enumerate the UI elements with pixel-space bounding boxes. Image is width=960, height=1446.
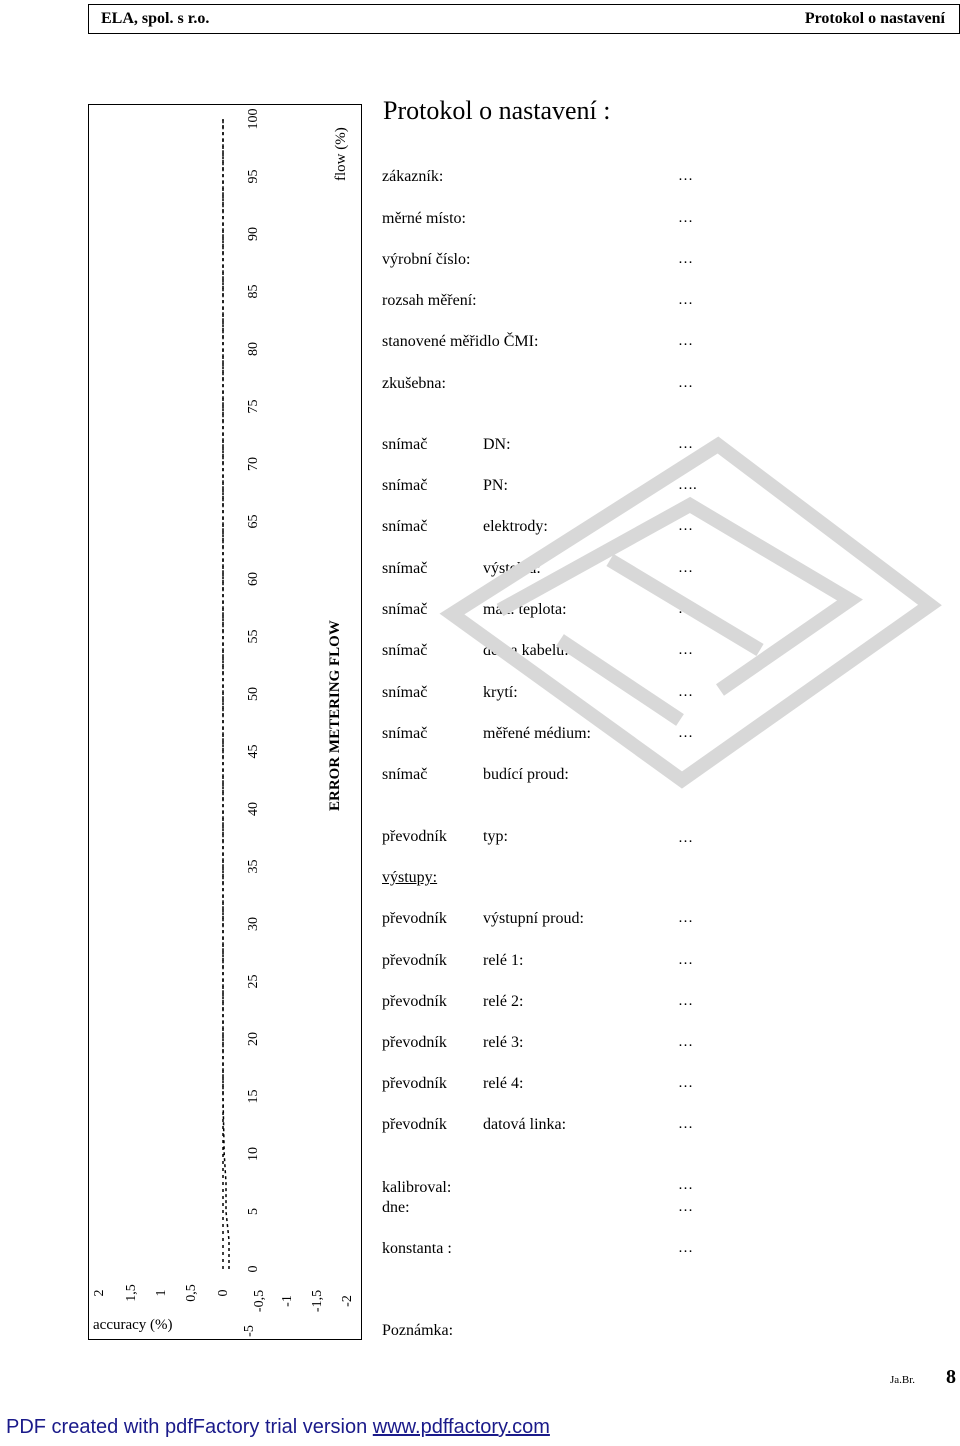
constant-label: konstanta : bbox=[382, 1240, 452, 1257]
field-label: rozsah měření: bbox=[382, 292, 477, 309]
flow-tick-label: 75 bbox=[246, 399, 261, 414]
fill-dots: … bbox=[678, 251, 693, 267]
converter-field-label: výstupní proud: bbox=[483, 910, 584, 927]
fill-dots: … bbox=[678, 993, 693, 1009]
sensor-field-label: měřené médium: bbox=[483, 725, 591, 742]
fill-dots: … bbox=[678, 210, 693, 226]
field-label: stanovené měřidlo ČMI: bbox=[382, 333, 539, 350]
sensor-label: snímač bbox=[382, 642, 428, 659]
flow-tick-label: 40 bbox=[246, 802, 261, 816]
converter-label: převodník bbox=[382, 1075, 447, 1092]
calibrated-label: kalibroval: bbox=[382, 1179, 452, 1196]
flow-tick-label: 10 bbox=[246, 1147, 261, 1161]
accuracy-tick-label: 2 bbox=[92, 1289, 107, 1297]
accuracy-tick-label: 1 bbox=[154, 1289, 169, 1297]
flow-tick-label: 60 bbox=[246, 572, 261, 586]
sensor-field-label: DN: bbox=[483, 436, 511, 453]
fill-dots: … bbox=[678, 766, 693, 782]
fill-dots: … bbox=[678, 684, 693, 700]
converter-label: převodník bbox=[382, 910, 447, 927]
flow-tick-label: 0 bbox=[246, 1265, 261, 1273]
sensor-label: snímač bbox=[382, 560, 428, 577]
date-label: dne: bbox=[382, 1199, 410, 1216]
flow-tick-label: 5 bbox=[246, 1208, 261, 1215]
sensor-field-label: elektrody: bbox=[483, 518, 548, 535]
flow-tick-label: 85 bbox=[246, 284, 261, 299]
fill-dots: … bbox=[678, 601, 693, 617]
converter-field-label: datová linka: bbox=[483, 1116, 567, 1133]
page-header bbox=[88, 4, 960, 34]
fill-dots: … bbox=[678, 518, 693, 534]
converter-field-label: relé 4: bbox=[483, 1075, 524, 1092]
fill-dots: … bbox=[678, 375, 693, 391]
outputs-label: výstupy: bbox=[382, 869, 438, 886]
flow-tick-label: 95 bbox=[246, 169, 261, 184]
fill-dots: … bbox=[678, 642, 693, 658]
error-chart bbox=[88, 104, 362, 1340]
converter-label: převodník bbox=[382, 952, 447, 969]
sensor-label: snímač bbox=[382, 725, 428, 742]
converter-field-label: relé 1: bbox=[483, 952, 524, 969]
flow-tick-label: 45 bbox=[246, 744, 261, 759]
converter-label: převodník bbox=[382, 1034, 447, 1051]
fill-dots: … bbox=[678, 1240, 693, 1256]
flow-tick-label: 90 bbox=[246, 227, 261, 241]
flow-tick-label: 55 bbox=[246, 629, 261, 644]
pdf-notice-text: PDF created with pdfFactory trial version bbox=[6, 1416, 373, 1438]
accuracy-tick-label: -1 bbox=[280, 1295, 295, 1307]
company-name: ELA, spol. s r.o. bbox=[101, 10, 210, 27]
converter-type-label: typ: bbox=[483, 828, 508, 845]
flow-axis-label: flow (%) bbox=[333, 127, 349, 181]
field-label: měrné místo: bbox=[382, 210, 466, 227]
sensor-field-label: budící proud: bbox=[483, 766, 569, 783]
sensor-field-label: výstelka: bbox=[483, 560, 541, 577]
fill-dots: … bbox=[678, 1199, 693, 1215]
flow-tick-label: 30 bbox=[246, 917, 261, 931]
accuracy-tick-label: 1,5 bbox=[124, 1284, 139, 1302]
field-label: zkušebna: bbox=[382, 375, 446, 392]
accuracy-tick-label: 0,5 bbox=[184, 1284, 199, 1302]
accuracy-series-line bbox=[223, 119, 229, 1269]
fill-dots: … bbox=[678, 1034, 693, 1050]
sensor-label: snímač bbox=[382, 766, 428, 783]
converter-label: převodník bbox=[382, 993, 447, 1010]
field-label: výrobní číslo: bbox=[382, 251, 471, 268]
header-doc-title: Protokol o nastavení bbox=[804, 10, 945, 27]
error-chart-svg bbox=[89, 105, 363, 1341]
page-number: 8 bbox=[946, 1366, 956, 1388]
accuracy-tick-label: -5 bbox=[242, 1325, 257, 1337]
accuracy-axis-label: accuracy (%) bbox=[93, 1317, 173, 1333]
converter-label: převodník bbox=[382, 828, 447, 845]
sensor-label: snímač bbox=[382, 518, 428, 535]
flow-tick-label: 100 bbox=[246, 108, 261, 130]
field-label: zákazník: bbox=[382, 168, 444, 185]
pdf-footer bbox=[0, 1414, 960, 1446]
flow-tick-label: 15 bbox=[246, 1089, 261, 1104]
flow-tick-label: 80 bbox=[246, 342, 261, 356]
pdffactory-link[interactable]: www.pdffactory.com bbox=[372, 1416, 550, 1438]
accuracy-tick-label: -1,5 bbox=[310, 1289, 325, 1313]
fill-dots: … bbox=[678, 1116, 693, 1132]
form-title: Protokol o nastavení : bbox=[383, 96, 611, 125]
pdf-notice bbox=[6, 1416, 550, 1439]
note-label: Poznámka: bbox=[382, 1322, 454, 1339]
fill-dots: … bbox=[678, 292, 693, 308]
fill-dots: … bbox=[678, 436, 693, 452]
sensor-field-label: délka kabelu: bbox=[483, 642, 569, 659]
flow-tick-label: 70 bbox=[246, 457, 261, 471]
fill-dots: … bbox=[678, 1177, 693, 1193]
fill-dots: … bbox=[678, 168, 693, 184]
accuracy-tick-label: -0,5 bbox=[252, 1289, 267, 1313]
flow-tick-label: 65 bbox=[246, 514, 261, 529]
fill-dots: …. bbox=[678, 477, 697, 493]
sensor-label: snímač bbox=[382, 477, 428, 494]
sensor-label: snímač bbox=[382, 436, 428, 453]
flow-tick-label: 20 bbox=[246, 1032, 261, 1046]
sensor-field-label: max. teplota: bbox=[483, 601, 567, 618]
flow-tick-label: 50 bbox=[246, 687, 261, 701]
chart-title: ERROR METERING FLOW bbox=[327, 620, 343, 811]
converter-field-label: relé 2: bbox=[483, 993, 524, 1010]
fill-dots: … bbox=[678, 333, 693, 349]
sensor-label: snímač bbox=[382, 684, 428, 701]
converter-label: převodník bbox=[382, 1116, 447, 1133]
fill-dots: … bbox=[678, 560, 693, 576]
sensor-field-label: PN: bbox=[483, 477, 508, 494]
initials: Ja.Br. bbox=[890, 1374, 916, 1386]
fill-dots: … bbox=[678, 910, 693, 926]
fill-dots: … bbox=[678, 1075, 693, 1091]
accuracy-tick-label: -2 bbox=[340, 1295, 355, 1307]
accuracy-tick-label: 0 bbox=[216, 1289, 231, 1297]
sensor-label: snímač bbox=[382, 601, 428, 618]
fill-dots: … bbox=[678, 952, 693, 968]
flow-tick-label: 35 bbox=[246, 859, 261, 874]
sensor-field-label: krytí: bbox=[483, 684, 518, 701]
fill-dots: … bbox=[678, 725, 693, 741]
flow-tick-label: 25 bbox=[246, 974, 261, 989]
fill-dots: … bbox=[678, 830, 693, 846]
converter-field-label: relé 3: bbox=[483, 1034, 524, 1051]
